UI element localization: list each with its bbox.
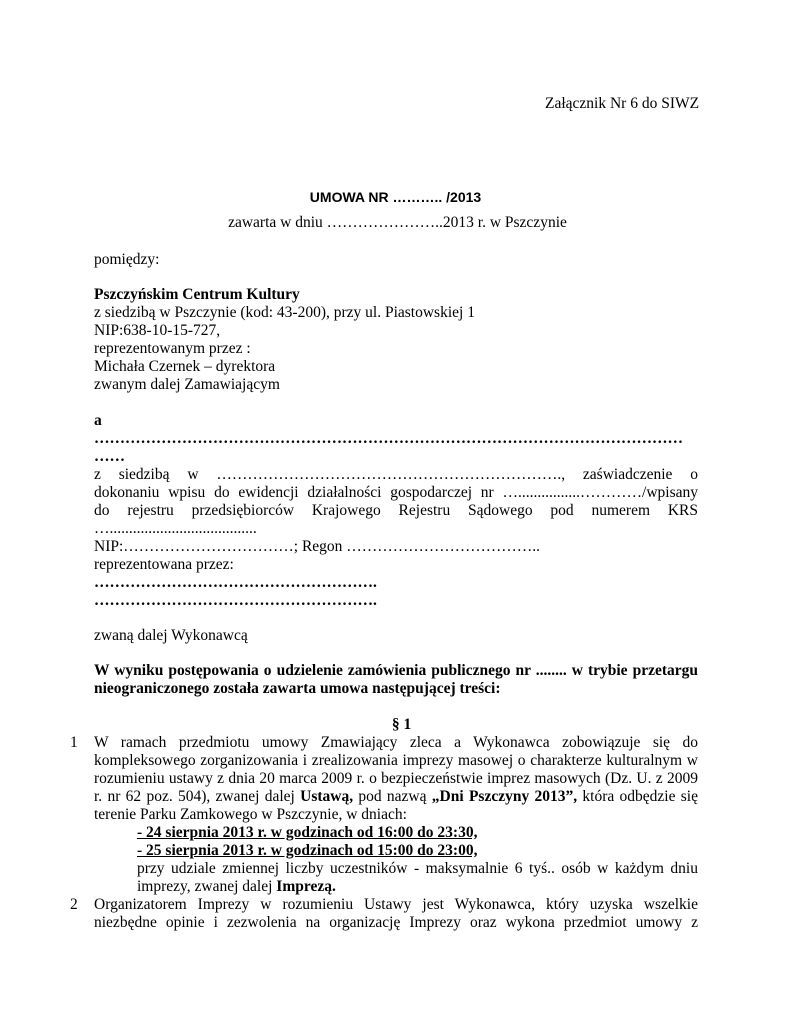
- p1-event-term: Imprezą.: [276, 878, 336, 895]
- paragraph-2-line2: niezbędne opinie i zezwolenia na organizację Imprezy oraz wykona przedmiot umowy z: [94, 914, 698, 931]
- party2-seat-line4: …......................................: [94, 520, 257, 537]
- between-label: pomiędzy:: [94, 251, 160, 268]
- p1-line4-text-e: która odbędzie się: [577, 788, 698, 805]
- party1-represented: reprezentowanym przez :: [94, 340, 251, 357]
- paragraph-1-line5: terenie Parku Zamkowego w Pszczynie, w dniach:: [94, 806, 407, 823]
- event-date-2: - 25 sierpnia 2013 r. w godzinach od 15:00 do 23:00,: [137, 842, 478, 859]
- p1-line4-text-a: r. nr 62 poz. 504), zwanej dalej: [94, 788, 301, 805]
- party2-dots-line1: ……………………………………………………………………………………………………: [94, 430, 683, 447]
- party1-representative: Michała Czernek – dyrektora: [94, 358, 276, 375]
- and-label: a: [94, 412, 102, 429]
- attachment-label: Załącznik Nr 6 do SIWZ: [545, 95, 700, 112]
- party1-nip: NIP:638-10-15-727,: [94, 322, 221, 339]
- event-date-1: - 24 sierpnia 2013 r. w godzinach od 16:00 do 23:30,: [137, 824, 478, 841]
- paragraph-1-line3: rozumieniu ustawy z dnia 20 marca 2009 r. o bezpieczeństwie imprez masowych (Dz. U. z 2009: [94, 770, 698, 787]
- paragraph-1-line2: kompleksowego zorganizowania i zrealizowania imprezy masowej o charakterze kulturalnym w: [94, 752, 698, 769]
- p1-line4-text-c: pod nazwą: [353, 788, 432, 805]
- intro-line2: nieograniczonego została zawarta umowa następującej treści:: [94, 680, 501, 697]
- party2-called: zwaną dalej Wykonawcą: [94, 627, 248, 644]
- p1-law-term: Ustawą,: [300, 788, 354, 805]
- party2-represented: reprezentowana przez:: [94, 556, 234, 573]
- paragraph-1-number: 1: [70, 734, 78, 751]
- paragraph-1-line6: przy udziale zmiennej liczby uczestników - maksymalnie 6 tyś.. osób w każdym dniu: [137, 860, 698, 877]
- party2-rep-dots2: ……………………………………………….: [94, 592, 377, 609]
- intro-line1: W wyniku postępowania o udzielenie zamówienia publicznego nr ........ w trybie przetargu: [94, 662, 698, 679]
- party2-rep-dots1: ……………………………………………….: [94, 574, 377, 591]
- party2-seat-line2: dokonaniu wpisu do ewidencji działalności gospodarczej nr …................…………/wpisany: [94, 484, 698, 501]
- paragraph-1-line7: [137, 878, 336, 896]
- party2-nip-regon: NIP:……………………………; Regon ………………………………..: [94, 538, 541, 555]
- paragraph-2-line1: Organizatorem Imprezy w rozumieniu Ustawy jest Wykonawca, który uzyska wszelkie: [94, 896, 698, 913]
- contract-number-title: UMOWA NR ……….. /2013: [309, 189, 482, 205]
- contract-concluded-line: zawarta w dniu …………………..2013 r. w Pszczynie: [228, 214, 567, 231]
- party1-name: Pszczyńskim Centrum Kultury: [94, 286, 300, 303]
- paragraph-1-line4: [94, 788, 698, 806]
- party2-seat-line3: do rejestru przedsiębiorców Krajowego Rejestru Sądowego pod numerem KRS: [94, 502, 698, 519]
- party2-dots-line2: ……: [94, 448, 125, 465]
- section-heading: § 1: [391, 716, 412, 733]
- party1-called: zwanym dalej Zamawiającym: [94, 376, 280, 393]
- p1-event-name: „Dni Pszczyny 2013”,: [431, 788, 578, 805]
- party2-seat-line1: z siedzibą w …………………………………………………………., zaświadczenie o: [94, 466, 698, 483]
- paragraph-2-number: 2: [70, 896, 78, 913]
- p1-line7-text: imprezy, zwanej dalej: [137, 878, 277, 895]
- party1-seat: z siedzibą w Pszczynie (kod: 43-200), przy ul. Piastowskiej 1: [94, 304, 475, 321]
- paragraph-1-line1: W ramach przedmiotu umowy Zmawiający zleca a Wykonawca zobowiązuje się do: [94, 734, 698, 751]
